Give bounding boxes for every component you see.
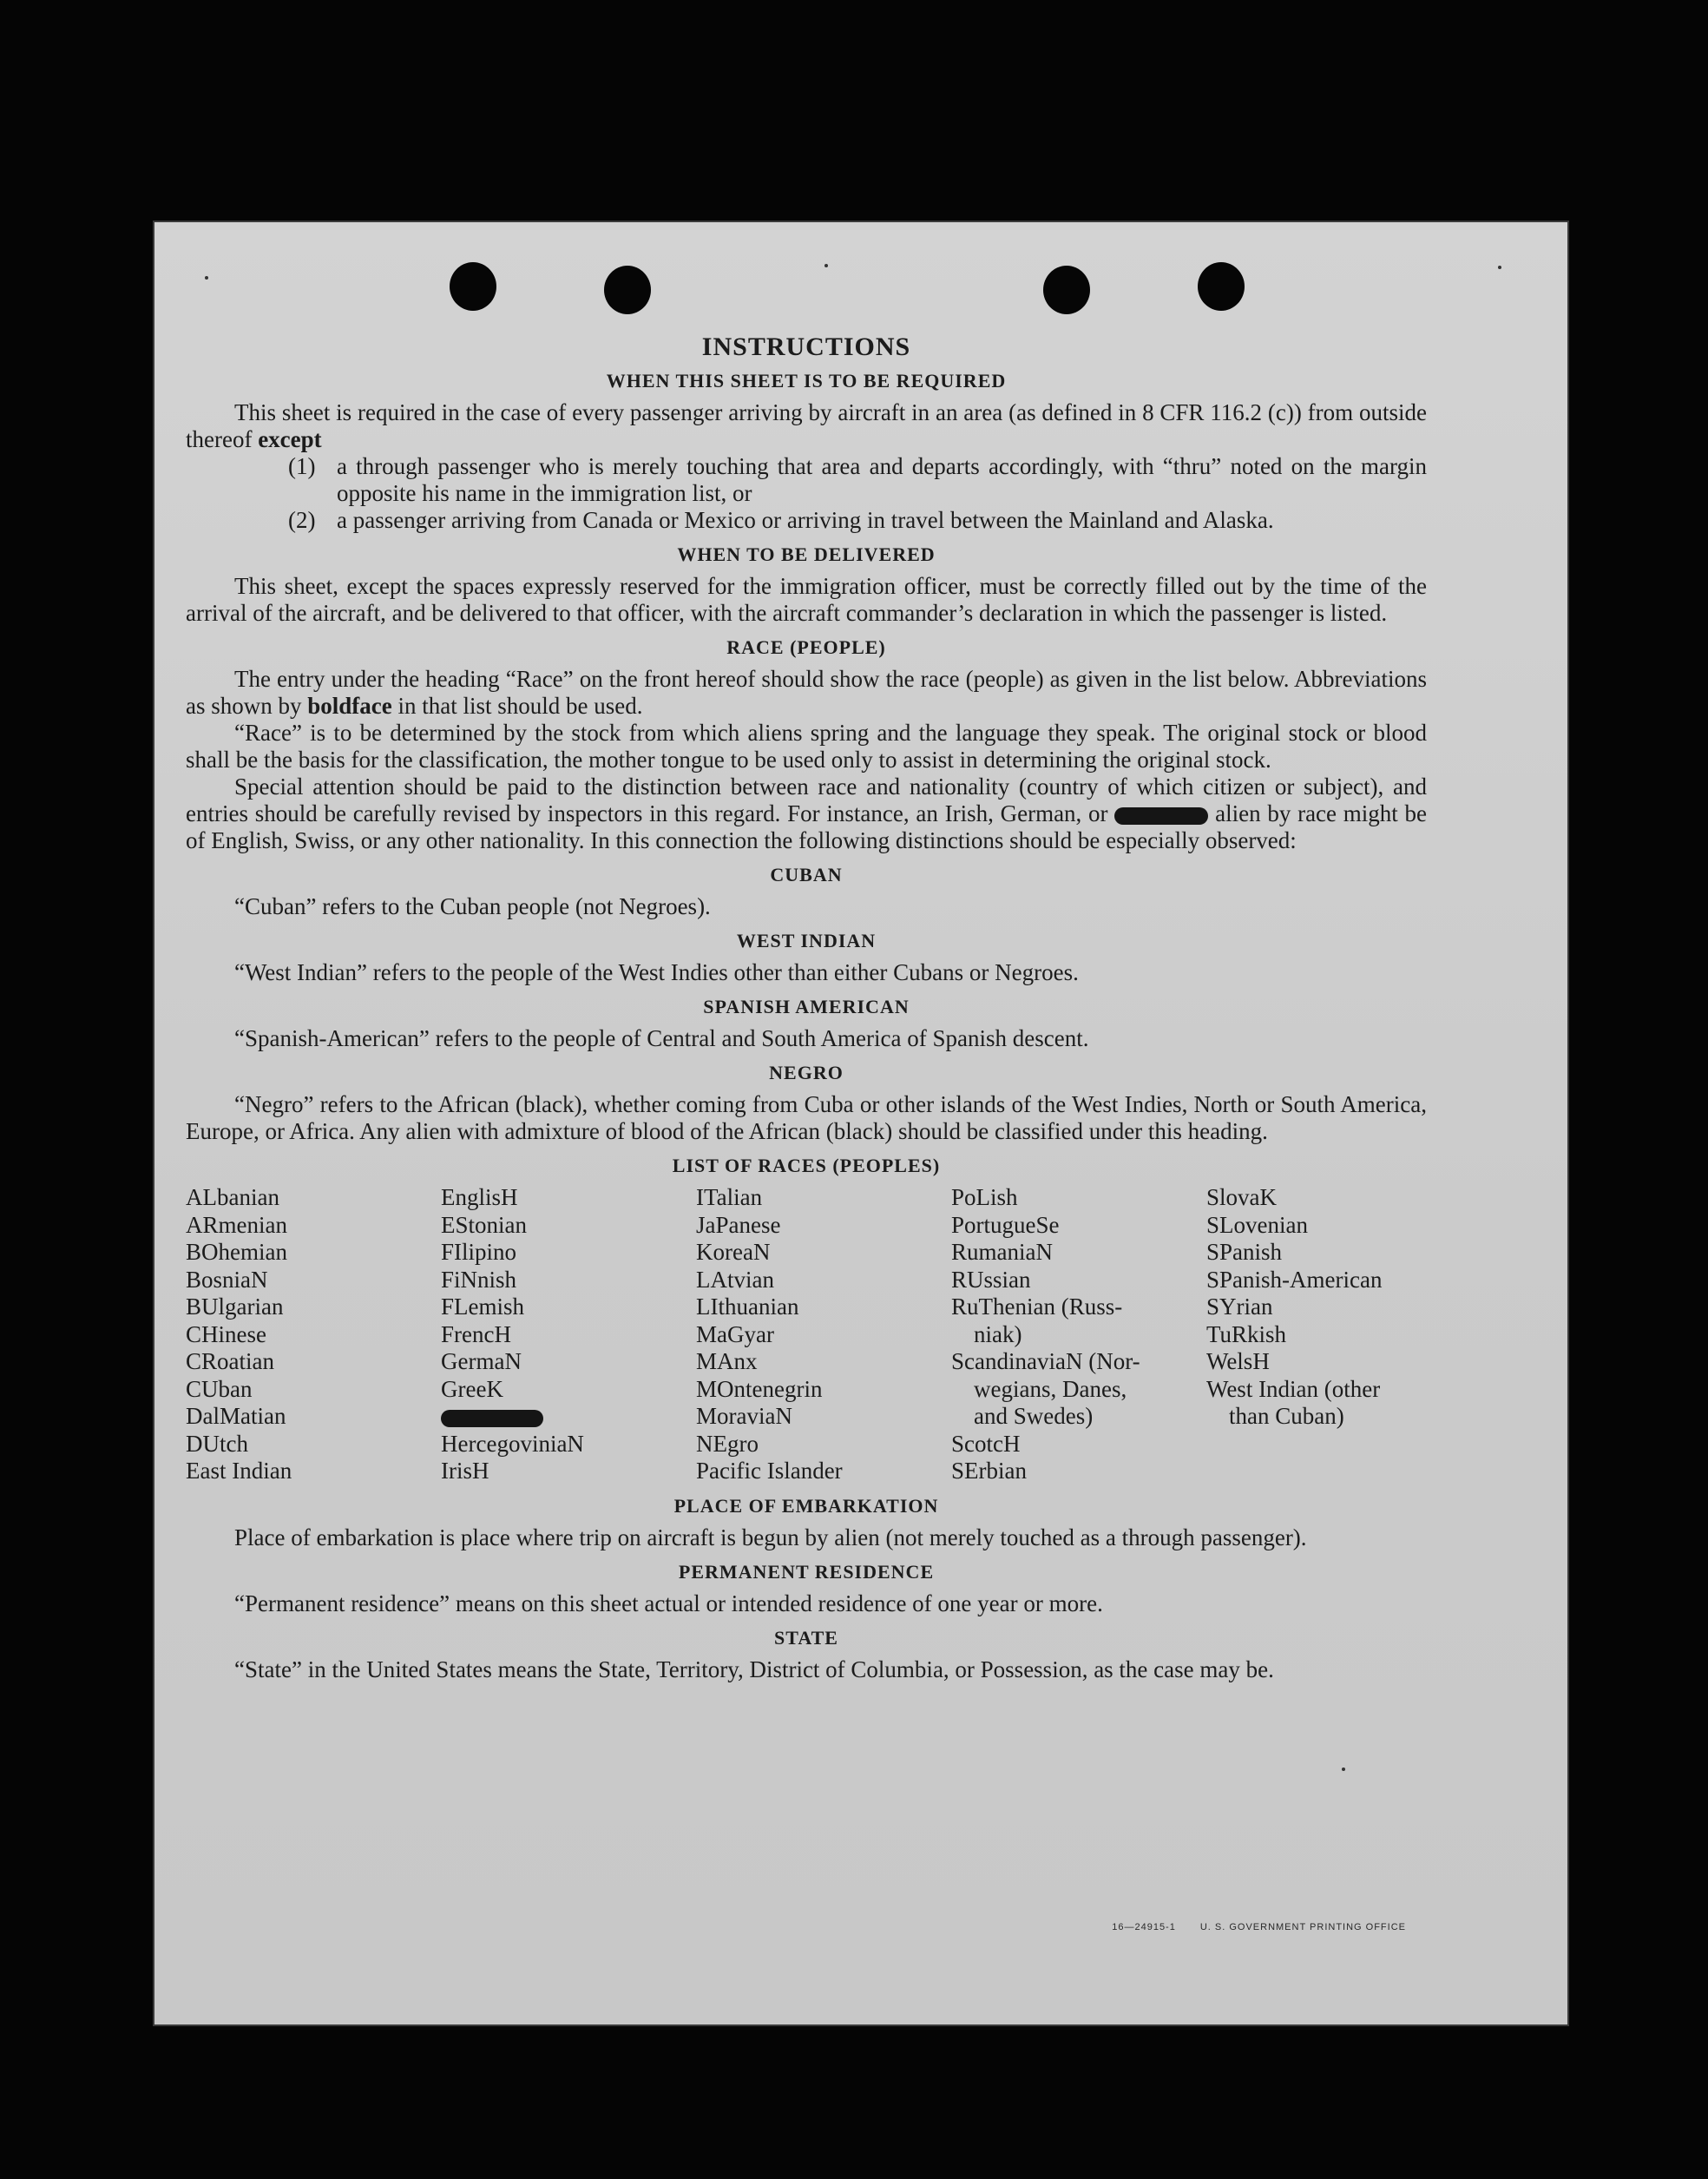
cuban-text: “Cuban” refers to the Cuban people (not Negroes).	[234, 893, 711, 919]
heading-spanish-american: SPANISH AMERICAN	[703, 996, 910, 1017]
required-item	[288, 453, 1427, 507]
race-entry: MAnx	[696, 1348, 758, 1374]
residence-text: “Permanent residence” means on this sheet actual or intended residence of one year or more.	[234, 1590, 1103, 1616]
race-entry: wegians, Danes,	[974, 1375, 1127, 1402]
printer-imprint: U. S. GOVERNMENT PRINTING OFFICE	[1199, 1922, 1406, 1932]
race-entry: DUtch	[186, 1430, 248, 1457]
race-entry: SYrian	[1206, 1294, 1273, 1320]
race-column	[696, 1184, 951, 1485]
redaction-mark	[1114, 807, 1208, 825]
race-p1-boldface: boldface	[307, 693, 392, 719]
race-entry: MOntenegrin	[696, 1375, 823, 1402]
race-column	[186, 1184, 441, 1485]
race-entry-redacted	[441, 1403, 696, 1431]
required-item	[288, 507, 1427, 534]
heading-race: RACE (PEOPLE)	[726, 636, 886, 658]
race-entry: CRoatian	[186, 1348, 274, 1374]
footer-imprint	[1087, 1922, 1406, 1932]
race-entry: SPanish-American	[1206, 1266, 1383, 1293]
state-text: “State” in the United States means the State, Territory, District of Columbia, or Possession, as the case may be.	[234, 1656, 1274, 1682]
race-paragraph-3	[186, 774, 1427, 854]
race-entry: MoraviaN	[696, 1403, 792, 1429]
race-entry: EnglisH	[441, 1184, 518, 1210]
required-intro	[186, 399, 1427, 453]
speck	[1342, 1768, 1345, 1771]
race-entry: RumaniaN	[951, 1239, 1053, 1265]
race-entry: JaPanese	[696, 1211, 781, 1238]
item-number: (1)	[288, 453, 316, 479]
heading-residence: PERMANENT RESIDENCE	[678, 1560, 935, 1583]
redaction-mark	[441, 1410, 543, 1427]
race-entry: PoLish	[951, 1184, 1018, 1210]
race-entry: and Swedes)	[974, 1403, 1094, 1429]
item-text: a through passenger who is merely touching that area and departs accordingly, with “thru” noted on the margin opposite his name in the immigration list, or	[337, 453, 1427, 506]
race-entry: CHinese	[186, 1320, 266, 1347]
instructions-content	[186, 333, 1427, 1683]
race-entry: FIlipino	[441, 1239, 517, 1265]
heading-delivered: WHEN TO BE DELIVERED	[677, 543, 936, 565]
race-entry: TuRkish	[1206, 1320, 1287, 1347]
west-indian-text: “West Indian” refers to the people of the West Indies other than either Cubans or Negroes.	[234, 959, 1079, 985]
race-entry: FLemish	[441, 1294, 525, 1320]
item-text: a passenger arriving from Canada or Mexico or arriving in travel between the Mainland and Alaska.	[337, 507, 1274, 533]
races-list	[186, 1184, 1427, 1485]
race-column	[951, 1184, 1206, 1485]
speck	[824, 264, 828, 267]
race-paragraph-2: “Race” is to be determined by the stock from which aliens spring and the language they speak. The original stock or blood shall be the basis for the classification, the mother tongue to be used only to assist in determining the original stock.	[186, 720, 1427, 773]
heading-state: STATE	[774, 1626, 838, 1649]
race-entry: CUban	[186, 1375, 253, 1402]
race-entry: BosniaN	[186, 1266, 268, 1293]
race-entry: BOhemian	[186, 1239, 287, 1265]
race-entry: West Indian (other	[1206, 1375, 1381, 1402]
punch-hole	[1198, 262, 1245, 311]
form-number: 16—24915-1	[1112, 1922, 1176, 1932]
required-except: except	[258, 426, 322, 452]
document-sheet	[154, 222, 1567, 2024]
spanish-american-text: “Spanish-American” refers to the people of Central and South America of Spanish descent.	[234, 1025, 1089, 1051]
heading-west-indian: WEST INDIAN	[736, 930, 877, 951]
race-entry: GermaN	[441, 1348, 522, 1374]
race-entry: SErbian	[951, 1458, 1027, 1484]
page-title: INSTRUCTIONS	[701, 332, 911, 361]
race-entry: than Cuban)	[1229, 1403, 1344, 1429]
race-entry: RuThenian (Russ-	[951, 1294, 1123, 1320]
race-column	[1206, 1184, 1423, 1485]
race-entry: RUssian	[951, 1266, 1031, 1293]
punch-hole	[450, 262, 496, 311]
speck	[205, 276, 208, 280]
race-entry: ALbanian	[186, 1184, 279, 1210]
punch-hole	[1043, 266, 1090, 314]
speck	[1498, 266, 1501, 269]
race-p3-text: Special attention should be paid to the distinction between race and nationality (country of which citizen or subject), and entries should be carefully revised by inspectors in this regard. For instance, an Irish, German, or	[186, 774, 1427, 826]
race-p1-tail: in that list should be used.	[397, 693, 643, 719]
race-column	[441, 1184, 696, 1485]
race-entry: niak)	[974, 1320, 1022, 1347]
race-p3-tail: alien by race might be of English, Swiss, or any other nationality. In this connection the following distinctions should be especially observed:	[186, 800, 1428, 853]
race-entry: WelsH	[1206, 1348, 1270, 1374]
race-p1-text: The entry under the heading “Race” on the front hereof should show the race (people) as given in the list below. Abbreviations as shown by	[186, 666, 1427, 719]
race-entry: KoreaN	[696, 1239, 771, 1265]
negro-text: “Negro” refers to the African (black), whether coming from Cuba or other islands of the West Indies, North or South America, Europe, or Africa. Any alien with admixture of blood of the African (black) should be classified under this heading.	[186, 1091, 1427, 1144]
race-entry: HercegoviniaN	[441, 1430, 584, 1457]
race-entry: SLovenian	[1206, 1211, 1308, 1238]
race-entry: ScotcH	[951, 1430, 1021, 1457]
race-entry: ScandinaviaN (Nor-	[951, 1348, 1140, 1374]
race-entry: ITalian	[696, 1184, 763, 1210]
required-intro-text: This sheet is required in the case of every passenger arriving by aircraft in an area (as defined in 8 CFR 116.2 (c)) from outside thereof	[186, 399, 1427, 452]
race-entry: SPanish	[1206, 1239, 1283, 1265]
race-entry: DalMatian	[186, 1403, 286, 1429]
heading-list-of-races: LIST OF RACES (PEOPLES)	[672, 1155, 941, 1176]
race-entry: EStonian	[441, 1211, 527, 1238]
heading-embarkation: PLACE OF EMBARKATION	[673, 1494, 939, 1517]
race-paragraph-1	[186, 666, 1427, 720]
heading-required: WHEN THIS SHEET IS TO BE REQUIRED	[606, 370, 1007, 392]
race-entry: MaGyar	[696, 1320, 774, 1347]
heading-negro: NEGRO	[769, 1062, 844, 1083]
race-entry: FiNnish	[441, 1266, 517, 1293]
race-entry: LAtvian	[696, 1266, 774, 1293]
race-entry: FrencH	[441, 1320, 511, 1347]
race-entry: NEgro	[696, 1430, 759, 1457]
item-number: (2)	[288, 507, 316, 533]
embarkation-text: Place of embarkation is place where trip on aircraft is begun by alien (not merely touched as a through passenger).	[234, 1524, 1307, 1550]
heading-cuban: CUBAN	[770, 864, 843, 885]
delivered-text: This sheet, except the spaces expressly reserved for the immigration officer, must be correctly filled out by the time of the arrival of the aircraft, and be delivered to that officer, with the aircraft commander’s declaration in which the passenger is listed.	[186, 573, 1427, 626]
race-entry: LIthuanian	[696, 1294, 799, 1320]
race-entry: GreeK	[441, 1375, 503, 1402]
punch-hole	[604, 266, 651, 314]
race-entry: PortugueSe	[951, 1211, 1060, 1238]
race-entry: East Indian	[186, 1458, 292, 1484]
race-entry: BUlgarian	[186, 1294, 284, 1320]
race-entry: ARmenian	[186, 1211, 287, 1238]
race-entry: SlovaK	[1206, 1184, 1277, 1210]
race-entry: Pacific Islander	[696, 1458, 843, 1484]
race-entry: IrisH	[441, 1458, 489, 1484]
